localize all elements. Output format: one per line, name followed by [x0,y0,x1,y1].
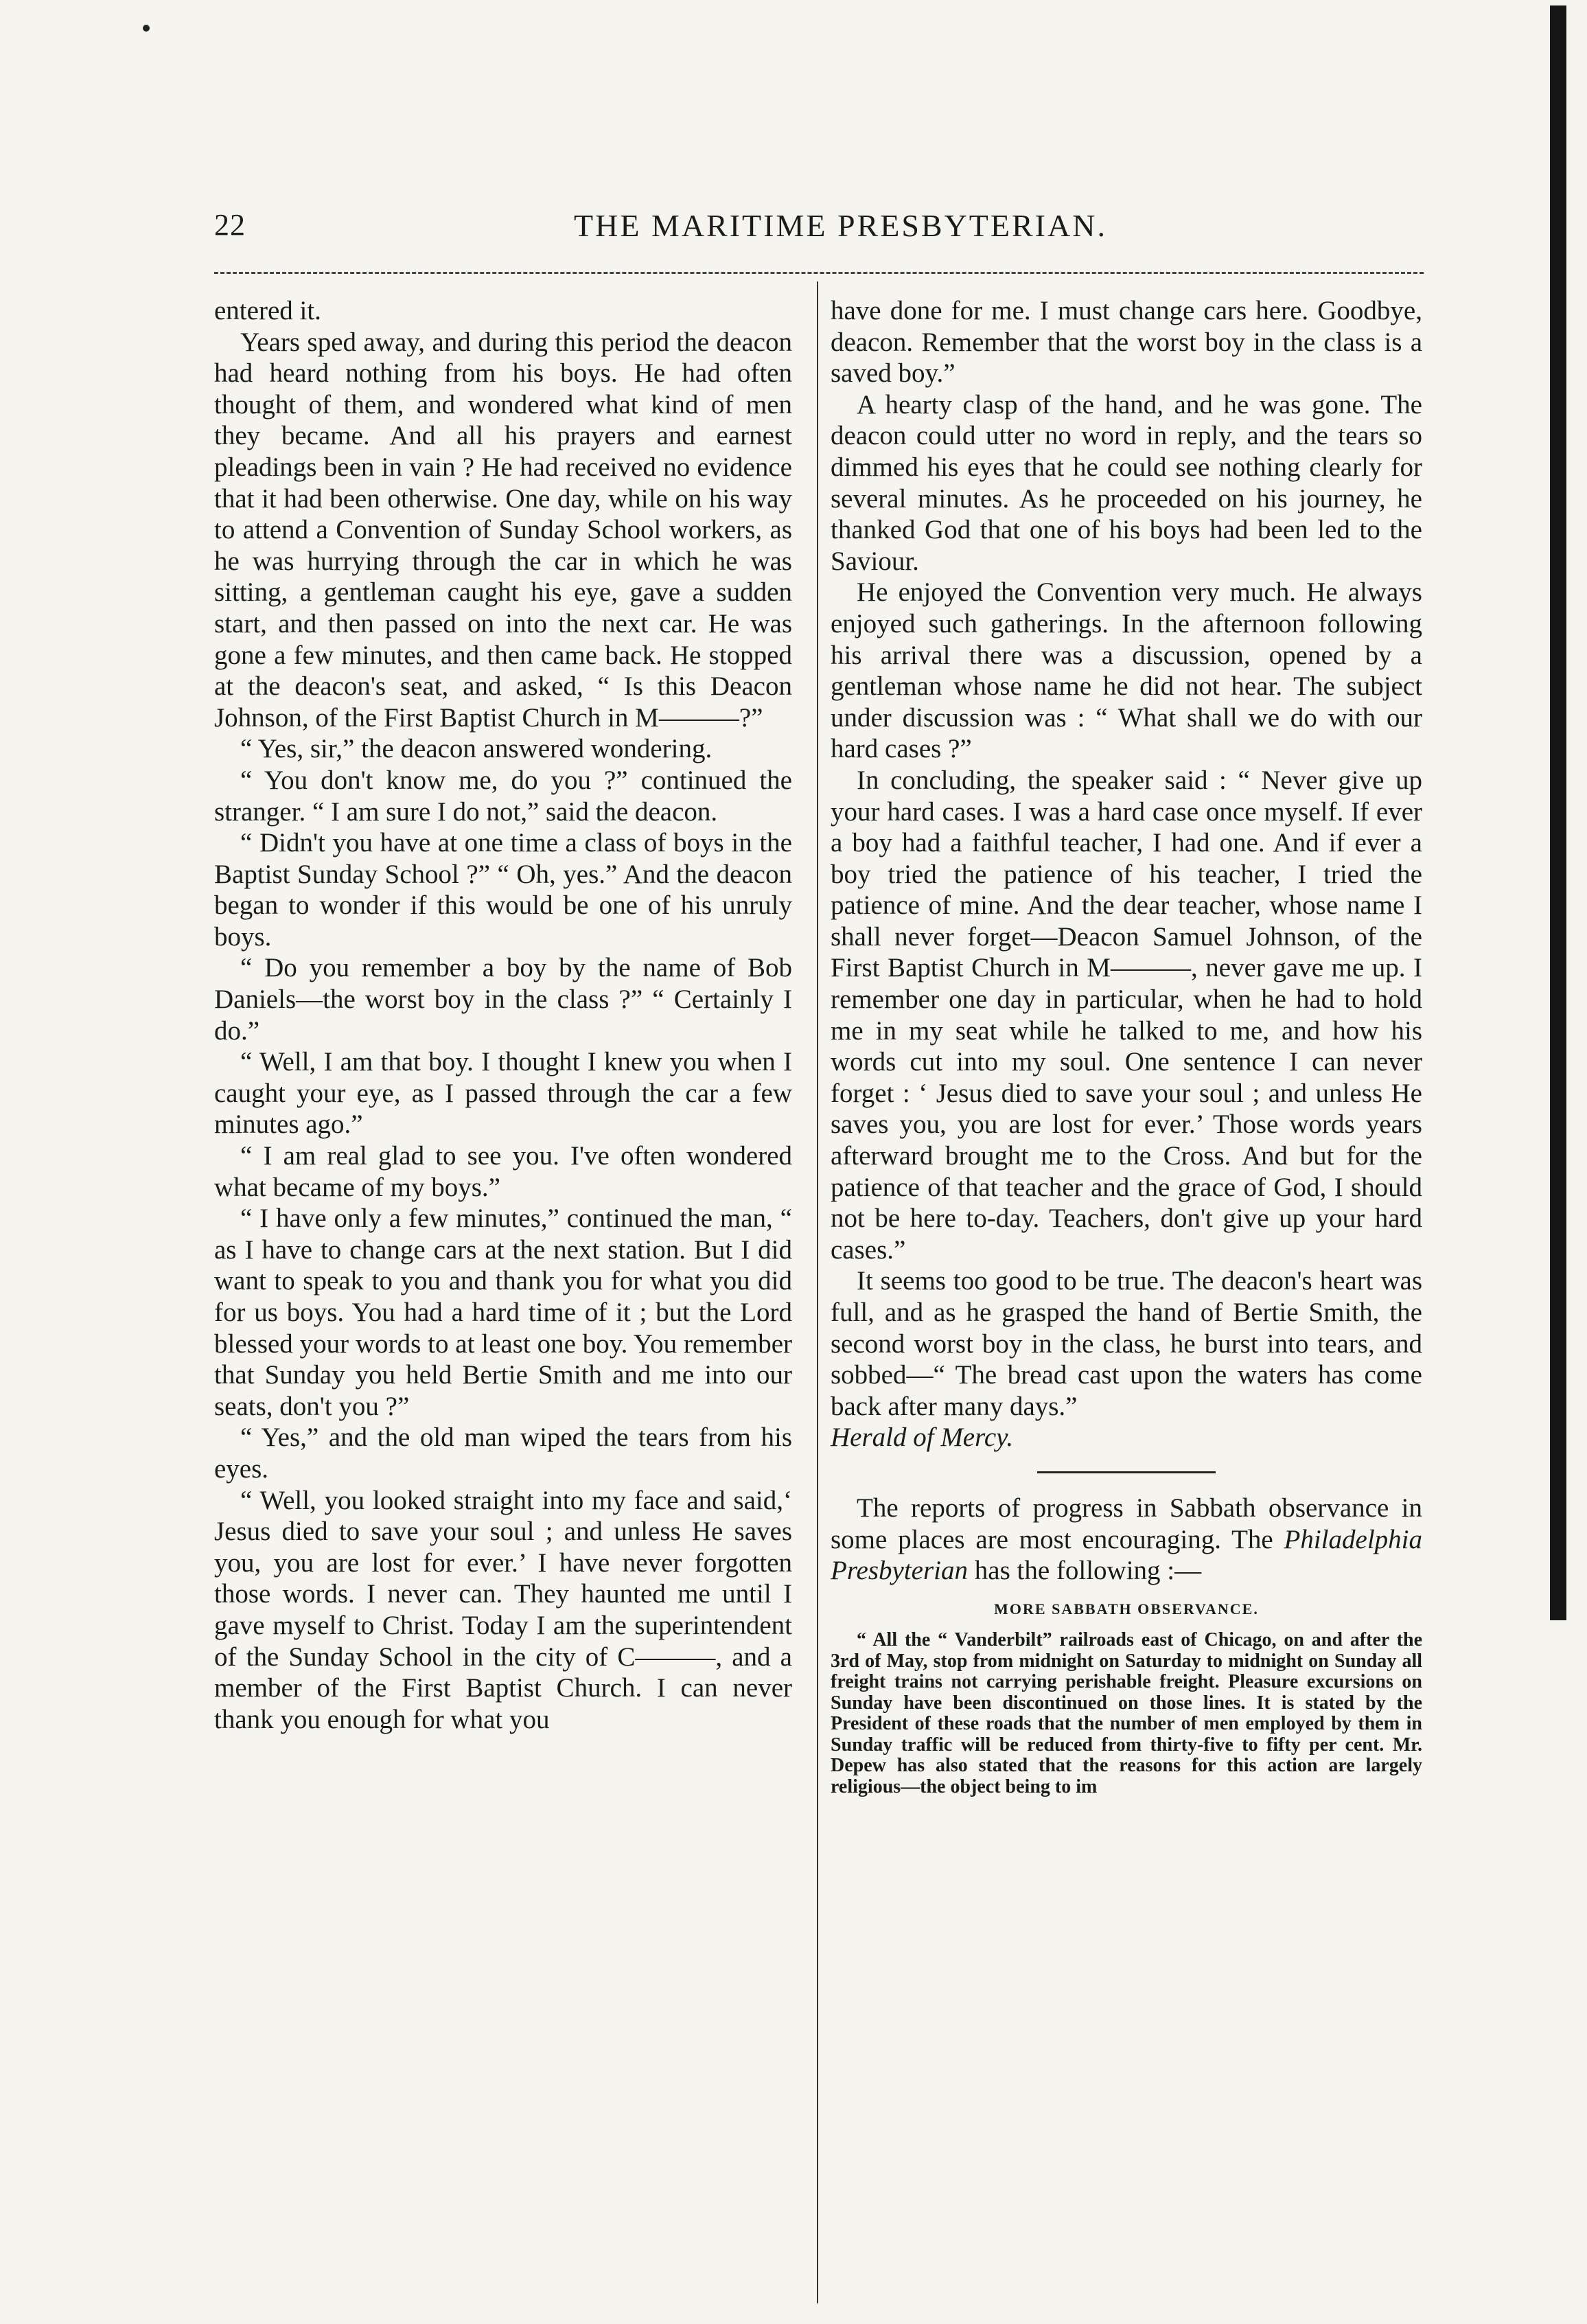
right-column [831,295,1422,1797]
paragraph: In concluding, the speaker said : “ Never give up your hard cases. I was a hard case once myself. If ever a boy had a faithful teacher, I had one. And if ever a boy tried the patience of his teacher, I tried the patience of mine. And the dear teacher, whose name I shall never forget—Deacon Samuel Johnson, of the First Baptist Church in M———, never gave me up. I remember one day in particular, when he had to hold me in my seat while he talked to me, and how his words cut into my soul. One sentence I can never forget : ‘ Jesus died to save your soul ; and unless He saves you, you are lost for ever.’ Those words years afterward brought me to the Cross. And but for the patience of that teacher and the grace of God, I should not be here to-day. Teachers, don't give up your hard cases.” [831,765,1422,1265]
paragraph: “ Well, I am that boy. I thought I knew you when I caught your eye, as I passed through the car a few minutes ago.” [214,1047,792,1140]
paragraph: “ Well, you looked straight into my face and said,‘ Jesus died to save your soul ; and unless He saves you, you are lost for ever.’ I have never forgotten those words. I never can. They haunted me until I gave myself to Christ. Today I am the superintendent of the Sunday School in the city of C———, and a member of the First Baptist Church. I can never thank you enough for what you [214,1485,792,1734]
paragraph: have done for me. I must change cars here. Goodbye, deacon. Remember that the worst boy in the class is a saved boy.” [831,296,1422,389]
quote-body: “ All the “ Vanderbilt” railroads east of Chicago, on and after the 3rd of May, stop from midnight on Saturday to midnight on Sunday all freight trains not carrying perishable freight. Pleasure excursions on Sunday have been discontinued on those lines. It is stated by the President of these roads that the number of men employed by them in Sunday traffic will be reduced from thirty-five to fifty per cent. Mr. Depew has also stated that the reasons for this action are largely religious—the object being to im [831,1629,1422,1797]
header-rule [214,272,1424,274]
section-rule [1037,1471,1216,1473]
sabbath-intro-after: has the following :— [968,1556,1202,1586]
paragraph: “ Yes, sir,” the deacon answered wondering. [240,734,713,764]
paragraph: “ You don't know me, do you ?” continued the stranger. “ I am sure I do not,” said the deacon. [214,765,792,827]
paragraph: He enjoyed the Convention very much. He always enjoyed such gatherings. In the afternoon following his arrival there was a discussion, opened by a gentleman whose name he did not hear. The subject under discussion was : “ What shall we do with our hard cases ?” [831,577,1422,764]
sabbath-intro [831,1493,1422,1587]
sabbath-intro-before: The reports of progress in Sabbath observance in some places are most encouraging. The [831,1493,1422,1554]
paragraph: “ Do you remember a boy by the name of Bob Daniels—the worst boy in the class ?” “ Certainly I do.” [214,953,792,1046]
left-column [214,295,792,1735]
page-edge-bar [1550,5,1566,1620]
paragraph: A hearty clasp of the hand, and he was gone. The deacon could utter no word in reply, and the tears so dimmed his eyes that he could see nothing clearly for several minutes. As he proceeded on his journey, he thanked God that one of his boys had been led to the Saviour. [831,389,1422,576]
paragraph: Years sped away, and during this period the deacon had heard nothing from his boys. He had often thought of them, and wondered what kind of men they became. And all his prayers and earnest pleadings been in vain ? He had received no evidence that it had been otherwise. One day, while on his way to attend a Convention of Sunday School workers, as he was hurrying through the car in which he was sitting, a gentleman caught his eye, gave a sudden start, and then passed on into the next car. He was gone a few minutes, and then came back. He stopped at the deacon's seat, and asked, “ Is this Deacon Johnson, of the First Baptist Church in M———?” [214,327,792,733]
paragraph: It seems too good to be true. The deacon's heart was full, and as he grasped the hand of Bertie Smith, the second worst boy in the class, he burst into tears, and sobbed—“ The bread cast upon the waters has come back after many days.” [831,1266,1422,1421]
paragraph: “ Yes,” and the old man wiped the tears from his eyes. [214,1423,792,1484]
running-title: THE MARITIME PRESBYTERIAN. [574,208,1107,243]
publication-name: Philadelphia Presbyterian [831,1524,1422,1586]
paragraph: “ Didn't you have at one time a class of boys in the Baptist Sunday School ?” “ Oh, yes.” And the deacon began to wonder if this would be one of his unruly boys. [214,828,792,952]
paragraph: entered it. [214,296,321,325]
paragraph: “ I am real glad to see you. I've often wondered what became of my boys.” [214,1141,792,1202]
margin-speck [143,25,150,32]
quote-heading: MORE SABBATH OBSERVANCE. [994,1600,1259,1618]
paragraph: “ I have only a few minutes,” continued the man, “ as I have to change cars at the next station. But I did want to speak to you and thank you for what you did for us boys. You had a hard time of it ; but the Lord blessed your words to at least one boy. You remember that Sunday you held Bertie Smith and me into our seats, don't you ?” [214,1204,792,1421]
source-credit: Herald of Mercy. [831,1423,1014,1453]
page-header [214,207,1424,265]
page-number: 22 [214,208,246,242]
column-divider [817,281,818,2303]
